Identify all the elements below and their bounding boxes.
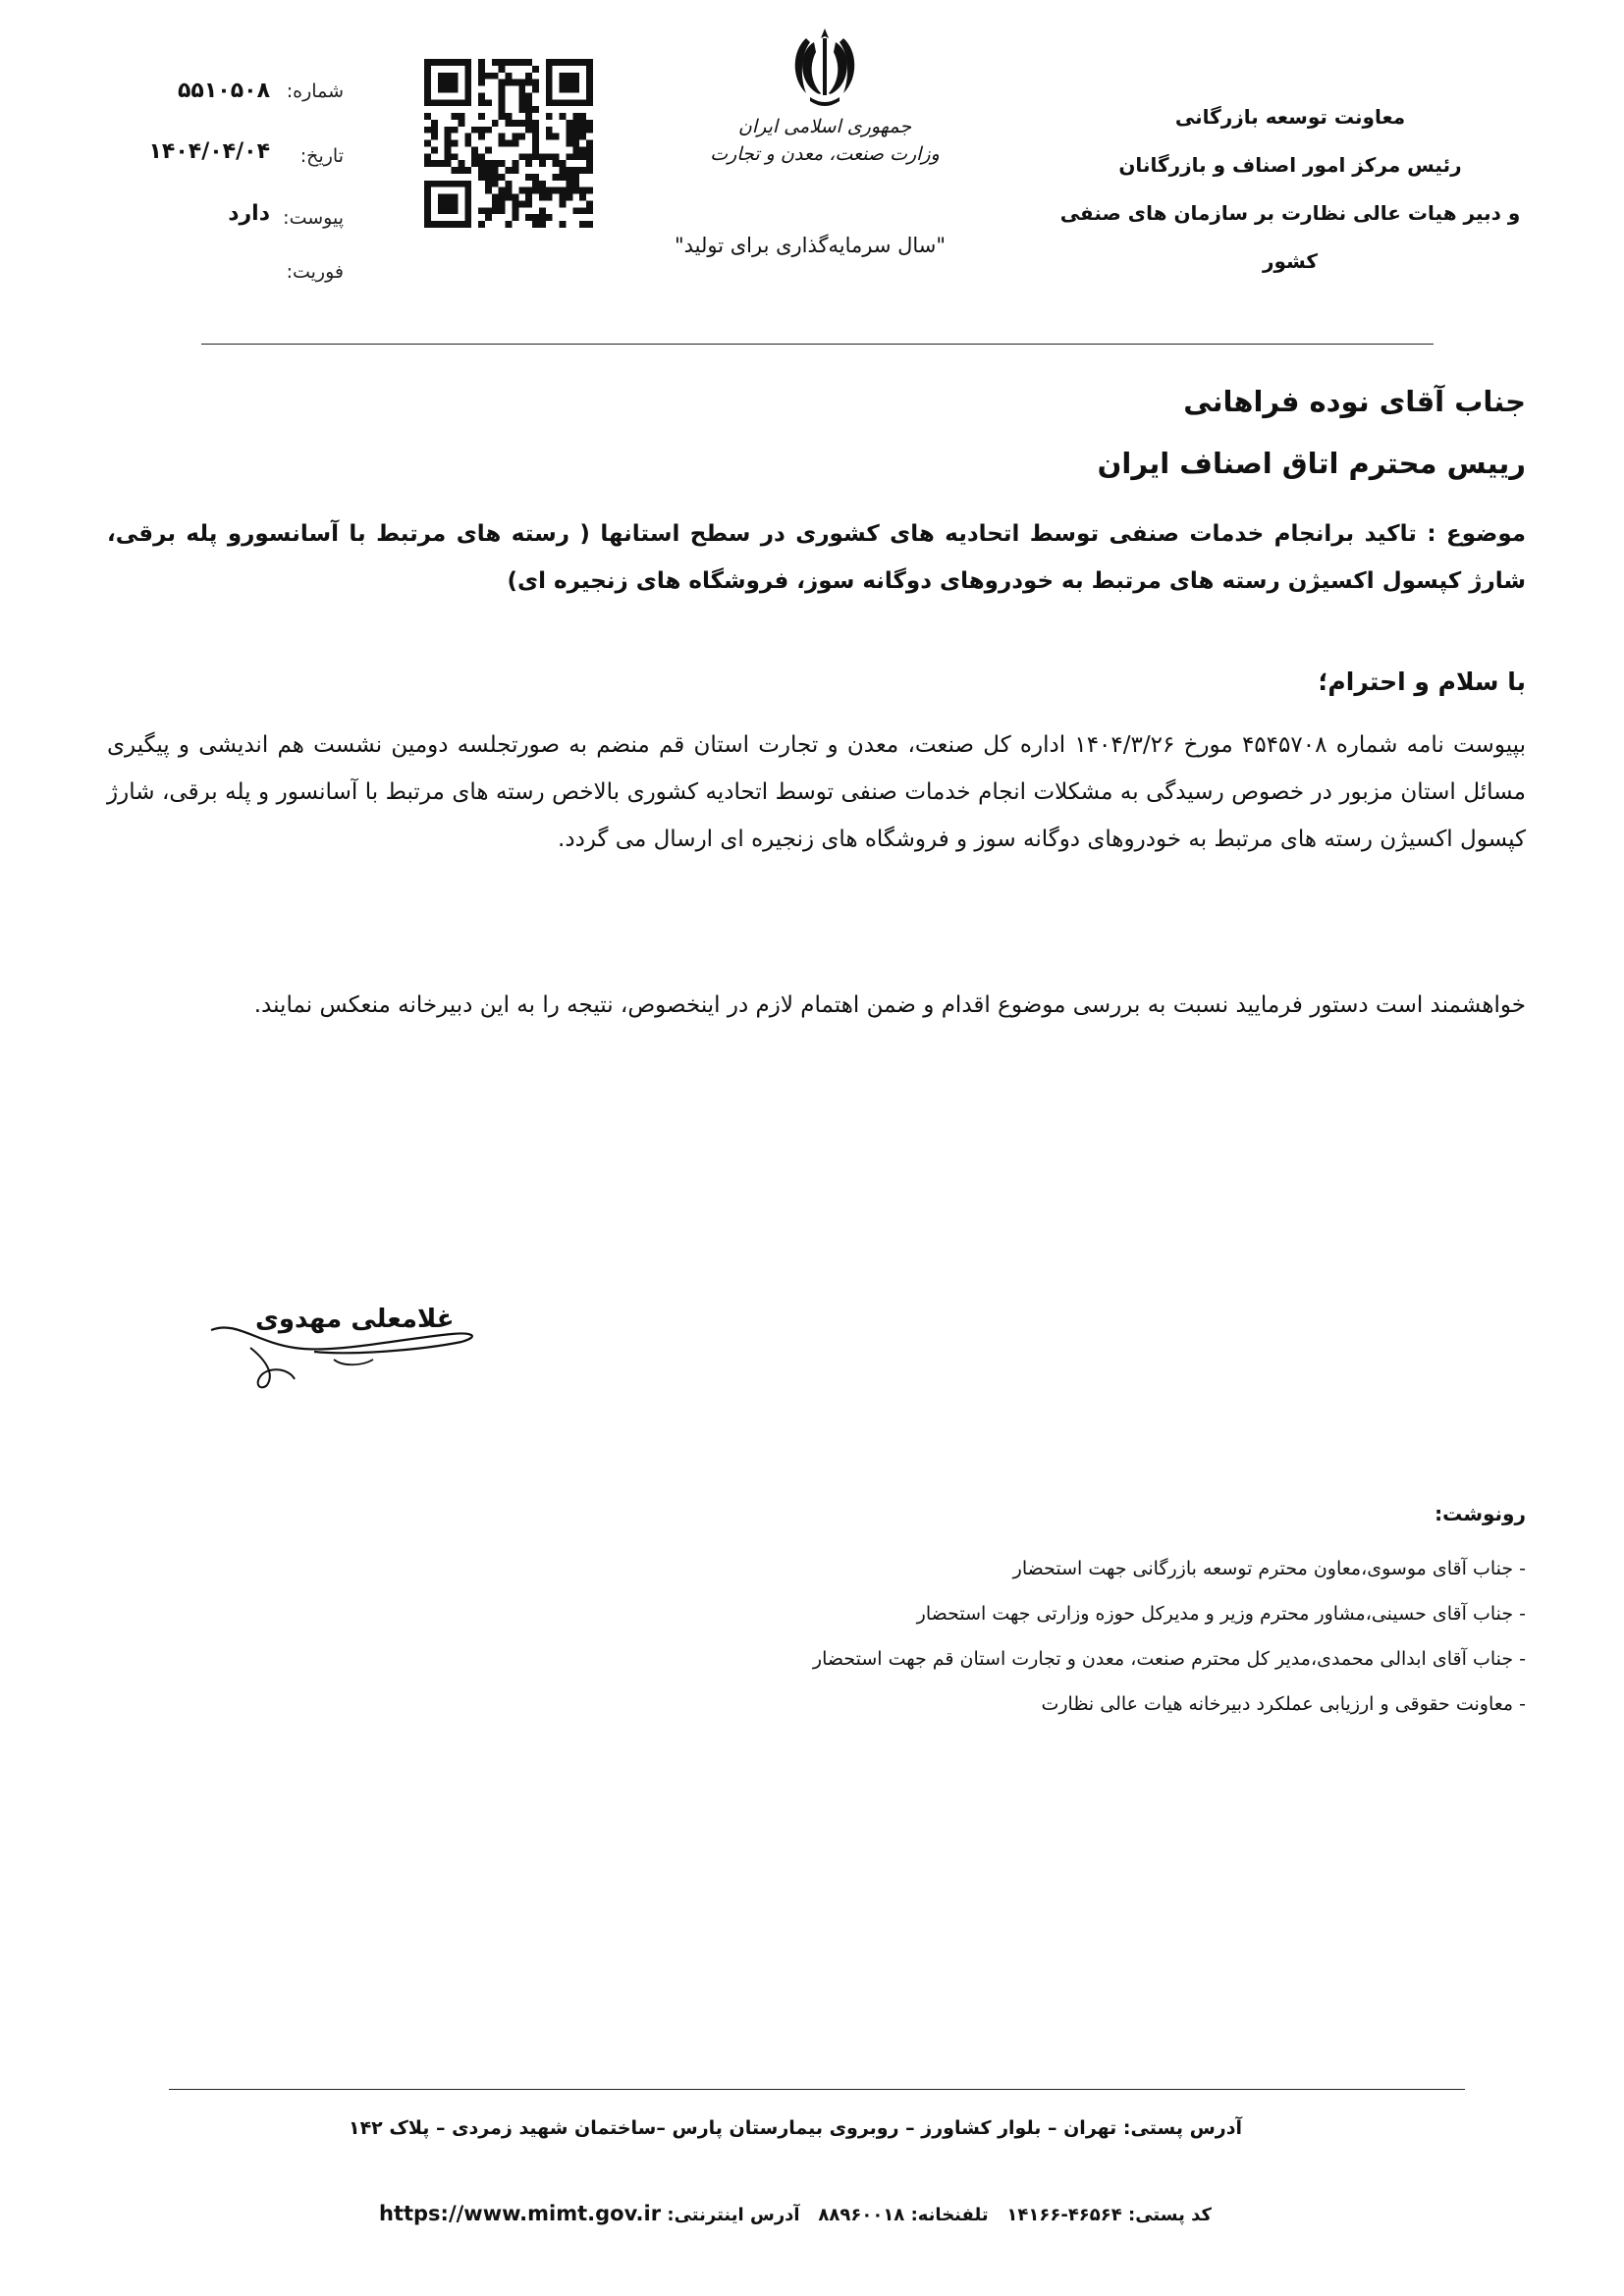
ministry-name: وزارت صنعت، معدن و تجارت xyxy=(710,143,940,165)
handwritten-signature xyxy=(196,1291,491,1409)
attachment-value: دارد xyxy=(228,201,270,226)
footer-address: آدرس پستی: تهران – بلوار کشاورز – روبروی بیمارستان پارس –ساختمان شهید زمردی – پلاک ۱۴۲ xyxy=(348,2117,1243,2139)
meta-date xyxy=(128,139,344,179)
website-link[interactable]: https://www.mimt.gov.ir xyxy=(379,2202,662,2225)
year-slogan: "سال سرمایه‌گذاری برای تولید" xyxy=(674,234,947,257)
postal-code: کد پستی: ۴۶۵۶۴-۱۴۱۶۶ xyxy=(1006,2205,1212,2225)
signature-block xyxy=(196,1291,491,1409)
issuer-line: معاونت توسعه بازرگانی xyxy=(1174,105,1406,129)
attachment-label: پیوست: xyxy=(283,207,344,229)
meta-urgency xyxy=(128,261,344,300)
issuer-block xyxy=(1035,93,1545,286)
cc-item: - جناب آقای حسینی،مشاور محترم وزیر و مدیرکل حوزه وزارتی جهت استحضار xyxy=(916,1603,1526,1625)
signer-name: غلامعلی مهدوی xyxy=(255,1305,455,1334)
date-label: تاریخ: xyxy=(299,145,344,167)
subject-line: موضوع : تاکید برانجام خدمات صنفی توسط اتحادیه های کشوری در سطح استانها ( رسته های مرتبط با آسانسورو پله برقی، شارژ کپسول اکسیژن رسته های مرتبط به خودروهای دوگانه سوز، فروشگاه های زنجیره ای) xyxy=(107,521,1526,594)
number-label: شماره: xyxy=(286,80,344,102)
iran-emblem-icon xyxy=(790,25,859,113)
meta-number xyxy=(128,80,344,120)
addressee-name: جناب آقای نوده فراهانی xyxy=(1183,385,1526,418)
addressee-title: رییس محترم اتاق اصناف ایران xyxy=(1097,447,1526,480)
issuer-line: رئیس مرکز امور اصناف و بازرگانان xyxy=(1118,153,1462,177)
urgency-label: فوریت: xyxy=(286,261,344,283)
body-paragraph: خواهشمند است دستور فرمایید نسبت به بررسی موضوع اقدام و ضمن اهتمام لازم در اینخصوص، نتیجه را به این دبیرخانه منعکس نمایند. xyxy=(253,992,1526,1018)
body-paragraph: بپیوست نامه شماره ۴۵۴۵۷۰۸ مورخ ۱۴۰۴/۳/۲۶ اداره کل صنعت، معدن و تجارت استان قم منضم به صورتجلسه دومین نشست هم اندیشی و پیگیری مسائل استان مزبور در خصوص رسیدگی به مشکلات انجام خدمات صنفی توسط اتحادیه کشوری بالاخص رسته های مرتبط با آسانسور و پله برقی، شارژ کپسول اکسیژن رسته های مرتبط به خودروهای دوگانه سوز و فروشگاه های زنجیره ای ارسال می گردد. xyxy=(107,732,1526,852)
cc-list xyxy=(446,1546,1526,1727)
cc-item: - معاونت حقوقی و ارزیابی عملکرد دبیرخانه هیات عالی نظارت xyxy=(1041,1693,1526,1715)
web-label: آدرس اینترنتی: xyxy=(667,2205,800,2225)
issuer-line: و دبیر هیات عالی نظارت بر سازمان های صنفی کشور xyxy=(1059,201,1521,273)
number-value: ۵۵۱۰۵۰۸ xyxy=(178,79,270,103)
cc-item: - جناب آقای ابدالی محمدی،مدیر کل محترم صنعت، معدن و تجارت استان قم جهت استحضار xyxy=(812,1648,1526,1670)
date-value: ۱۴۰۴/۰۴/۰۴ xyxy=(148,139,270,164)
footer-divider xyxy=(169,2089,1465,2090)
header-divider xyxy=(201,344,1434,345)
emblem-block xyxy=(677,25,972,168)
phone: تلفنخانه: ۸۸۹۶۰۰۱۸ xyxy=(818,2205,989,2225)
cc-item: - جناب آقای موسوی،معاون محترم توسعه بازرگانی جهت استحضار xyxy=(1012,1558,1526,1579)
country-name: جمهوری اسلامی ایران xyxy=(737,116,912,137)
greeting: با سلام و احترام؛ xyxy=(1318,667,1526,696)
cc-title: رونوشت: xyxy=(1435,1502,1526,1525)
footer-contact xyxy=(295,2202,1296,2225)
meta-attachment xyxy=(128,201,344,240)
qr-code xyxy=(424,59,593,228)
